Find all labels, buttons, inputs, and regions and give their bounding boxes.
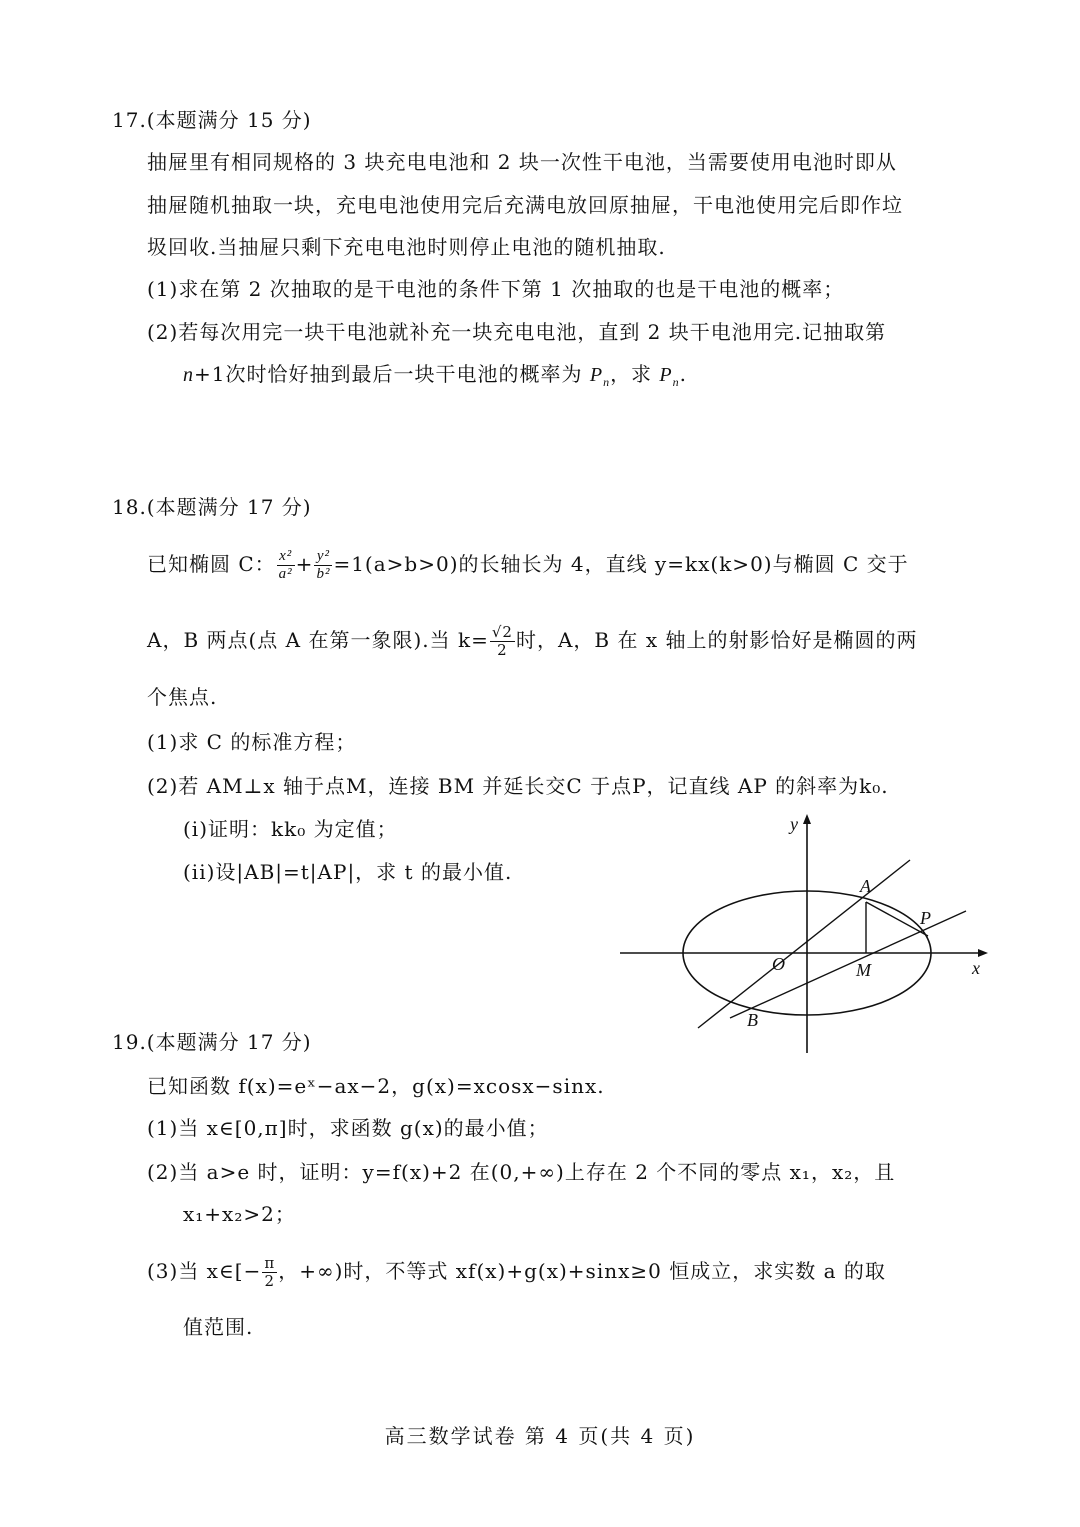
q18-sub2: (2)若 AM⊥x 轴于点M，连接 BM 并延长交C 于点P，记直线 AP 的斜率为k₀.: [147, 774, 889, 798]
q18-l2-a: A，B 两点(点 A 在第一象限).当 k=: [147, 628, 489, 652]
fraction-sqrt2-2: [490, 624, 515, 659]
frac-num: π: [264, 1254, 276, 1272]
line-AB: [698, 860, 910, 1028]
q17-text-line2: 抽屉随机抽取一块，充电电池使用完后充满电放回原抽屉，干电池使用完后即作垃: [147, 193, 903, 217]
q18-sub1: (1)求 C 的标准方程；: [147, 730, 357, 754]
q18-l1-a: 已知椭圆 C：: [147, 552, 276, 576]
var-P: P: [589, 364, 604, 386]
q19-sub2-cont: x₁+x₂>2；: [183, 1202, 296, 1226]
fraction-pi-2: [262, 1255, 277, 1290]
q17-sub2: (2)若每次用完一块干电池就补充一块充电电池，直到 2 块干电池用完.记抽取第: [147, 320, 887, 344]
q19-s3-b: ，+∞)时，不等式 xf(x)+g(x)+sinx≥0 恒成立，求实数 a 的取: [278, 1259, 886, 1283]
frac-num: x²: [277, 548, 295, 566]
frac-num: y²: [314, 548, 332, 566]
q17-text-line1: 抽屉里有相同规格的 3 块充电电池和 2 块一次性干电池，当需要使用电池时即从: [147, 150, 897, 174]
fraction-y2-b2: [314, 548, 332, 583]
q17-sub2-mid: ，求: [610, 362, 660, 386]
q17-sub2-text: +1次时恰好抽到最后一块干电池的概率为: [194, 362, 590, 386]
q18-text-line3: 个焦点.: [147, 685, 218, 709]
var-P2-sub: n: [672, 375, 680, 389]
var-P2: P: [659, 364, 673, 386]
q17-text-line3: 圾回收.当抽屉只剩下充电电池时则停止电池的随机抽取.: [147, 235, 666, 259]
q18-text-line2: [147, 624, 917, 659]
q18-text-line1: [147, 548, 909, 583]
label-M: M: [856, 960, 871, 980]
label-P: P: [920, 908, 931, 928]
fraction-x2-a2: [277, 548, 295, 583]
x-axis-arrow: [978, 949, 988, 957]
q18-sub2-i: (i)证明：kk₀ 为定值；: [183, 817, 398, 841]
q19-sub3-cont: 值范围.: [183, 1315, 254, 1339]
plus-sign: +: [295, 552, 314, 576]
q19-header: 19.(本题满分 17 分): [112, 1030, 312, 1054]
frac-den: b²: [316, 566, 331, 582]
label-O: O: [772, 954, 785, 974]
q19-sub3: [147, 1255, 886, 1290]
q17-sub2-end: .: [679, 362, 687, 386]
page-footer: 高三数学试卷 第 4 页(共 4 页): [384, 1424, 696, 1448]
var-n: n: [183, 364, 194, 386]
label-x: x: [972, 958, 980, 978]
label-A: A: [860, 876, 871, 896]
label-y: y: [790, 814, 798, 834]
q19-s3-a: (3)当 x∈[−: [147, 1259, 262, 1283]
var-P-sub: n: [603, 375, 611, 389]
segment-AP: [866, 902, 928, 936]
frac-den: a²: [278, 566, 293, 582]
q19-sub1: (1)当 x∈[0,π]时，求函数 g(x)的最小值；: [147, 1116, 549, 1140]
frac-den: 2: [497, 641, 508, 659]
y-axis-arrow: [803, 814, 811, 824]
q17-sub2-cont: [183, 360, 687, 396]
q17-sub1: (1)求在第 2 次抽取的是干电池的条件下第 1 次抽取的也是干电池的概率；: [147, 277, 845, 301]
ellipse-figure: [610, 808, 1000, 1058]
q18-l2-b: 时，A，B 在 x 轴上的射影恰好是椭圆的两: [515, 628, 918, 652]
label-B: B: [747, 1010, 758, 1030]
q17-header: 17.(本题满分 15 分): [112, 108, 312, 132]
q19-sub2: (2)当 a>e 时，证明：y=f(x)+2 在(0,+∞)上存在 2 个不同的零点 x₁，x₂，且: [147, 1160, 896, 1184]
q18-header: 18.(本题满分 17 分): [112, 495, 312, 519]
q19-text-line1: 已知函数 f(x)=eˣ−ax−2，g(x)=xcosx−sinx.: [147, 1074, 605, 1098]
frac-num: √2: [491, 623, 513, 641]
q18-l1-b: =1(a>b>0)的长轴长为 4，直线 y=kx(k>0)与椭圆 C 交于: [333, 552, 909, 576]
q18-sub2-ii: (ii)设|AB|=t|AP|，求 t 的最小值.: [183, 860, 513, 884]
frac-den: 2: [264, 1272, 276, 1290]
